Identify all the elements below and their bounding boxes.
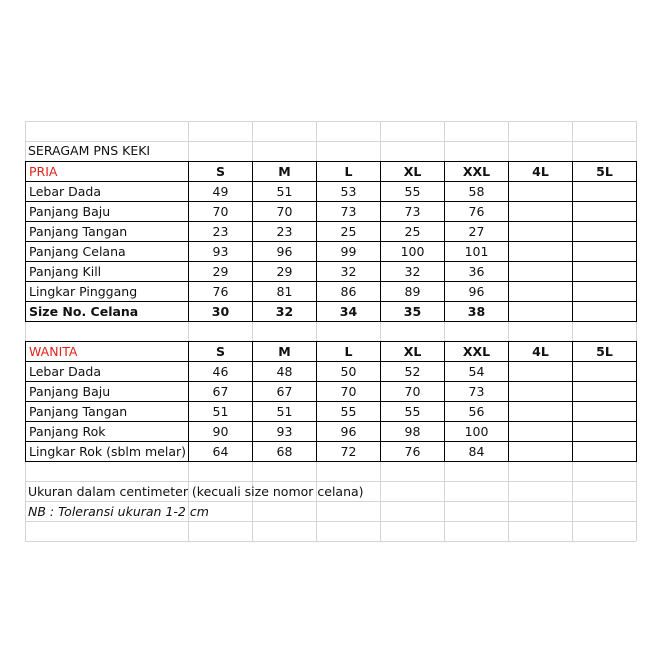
value-cell[interactable] xyxy=(509,402,572,422)
unit-note[interactable]: Ukuran dalam centimeter (kecuali size nomor celana) xyxy=(28,484,364,499)
row-label[interactable]: Panjang Tangan xyxy=(29,404,128,419)
value-cell[interactable]: 89 xyxy=(404,284,421,299)
value-cell[interactable]: 68 xyxy=(276,444,293,459)
value-cell[interactable]: 30 xyxy=(211,304,230,319)
value-cell[interactable]: 32 xyxy=(404,264,421,279)
value-cell[interactable]: 86 xyxy=(340,284,357,299)
value-cell[interactable] xyxy=(573,242,636,262)
value-cell[interactable] xyxy=(573,442,636,462)
value-cell[interactable] xyxy=(573,262,636,282)
value-cell[interactable]: 35 xyxy=(403,304,422,319)
value-cell[interactable]: 100 xyxy=(400,244,425,259)
value-cell[interactable]: 53 xyxy=(340,184,357,199)
value-cell[interactable] xyxy=(509,282,572,302)
value-cell[interactable] xyxy=(573,402,636,422)
value-cell[interactable]: 100 xyxy=(464,424,489,439)
value-cell[interactable]: 99 xyxy=(340,244,357,259)
row-label[interactable]: Lingkar Rok (sblm melar) xyxy=(29,444,187,459)
value-cell[interactable]: 76 xyxy=(468,204,485,219)
row-label[interactable]: Lingkar Pinggang xyxy=(29,284,138,299)
value-cell[interactable]: 48 xyxy=(276,364,293,379)
pria-heading[interactable]: PRIA xyxy=(29,164,58,179)
value-cell[interactable]: 55 xyxy=(404,404,421,419)
table-border-vertical xyxy=(636,161,637,322)
value-cell[interactable] xyxy=(573,182,636,202)
value-cell[interactable] xyxy=(509,382,572,402)
value-cell[interactable]: 76 xyxy=(404,444,421,459)
gridline-horizontal xyxy=(25,121,636,122)
size-header-4l[interactable]: 4L xyxy=(532,344,549,359)
size-header-4l[interactable]: 4L xyxy=(532,164,549,179)
value-cell[interactable]: 93 xyxy=(276,424,293,439)
sheet-title[interactable]: SERAGAM PNS KEKI xyxy=(28,143,151,158)
value-cell[interactable]: 46 xyxy=(212,364,229,379)
row-label[interactable]: Panjang Celana xyxy=(29,244,126,259)
value-cell[interactable]: 25 xyxy=(404,224,421,239)
value-cell[interactable]: 96 xyxy=(276,244,293,259)
value-cell[interactable]: 32 xyxy=(340,264,357,279)
value-cell[interactable] xyxy=(509,442,572,462)
value-cell[interactable]: 73 xyxy=(468,384,485,399)
value-cell[interactable]: 49 xyxy=(212,184,229,199)
value-cell[interactable]: 29 xyxy=(276,264,293,279)
value-cell[interactable]: 67 xyxy=(212,384,229,399)
value-cell[interactable] xyxy=(509,422,572,442)
value-cell[interactable]: 90 xyxy=(212,424,229,439)
value-cell[interactable]: 93 xyxy=(212,244,229,259)
row-label[interactable]: Lebar Dada xyxy=(29,184,102,199)
value-cell[interactable]: 101 xyxy=(464,244,489,259)
value-cell[interactable]: 27 xyxy=(468,224,485,239)
row-label[interactable]: Panjang Baju xyxy=(29,204,111,219)
size-header-m[interactable]: M xyxy=(278,344,291,359)
value-cell[interactable]: 55 xyxy=(340,404,357,419)
size-header-xl[interactable]: XL xyxy=(403,164,422,179)
value-cell[interactable]: 23 xyxy=(212,224,229,239)
value-cell[interactable]: 51 xyxy=(212,404,229,419)
size-header-5l[interactable]: 5L xyxy=(596,164,613,179)
value-cell[interactable]: 84 xyxy=(468,444,485,459)
row-label[interactable]: Panjang Rok xyxy=(29,424,106,439)
value-cell[interactable]: 56 xyxy=(468,404,485,419)
value-cell[interactable]: 51 xyxy=(276,404,293,419)
value-cell[interactable]: 34 xyxy=(339,304,358,319)
value-cell[interactable]: 98 xyxy=(404,424,421,439)
row-label[interactable]: Lebar Dada xyxy=(29,364,102,379)
value-cell[interactable]: 50 xyxy=(340,364,357,379)
value-cell[interactable] xyxy=(509,182,572,202)
row-label[interactable]: Panjang Baju xyxy=(29,384,111,399)
value-cell[interactable]: 67 xyxy=(276,384,293,399)
value-cell[interactable] xyxy=(509,202,572,222)
row-label[interactable]: Panjang Kill xyxy=(29,264,102,279)
tolerance-note[interactable]: NB : Toleransi ukuran 1-2 cm xyxy=(28,504,209,519)
value-cell[interactable]: 25 xyxy=(340,224,357,239)
value-cell[interactable]: 81 xyxy=(276,284,293,299)
value-cell[interactable] xyxy=(509,222,572,242)
value-cell[interactable]: 52 xyxy=(404,364,421,379)
value-cell[interactable]: 96 xyxy=(340,424,357,439)
size-header-5l[interactable]: 5L xyxy=(596,344,613,359)
value-cell[interactable]: 73 xyxy=(404,204,421,219)
value-cell[interactable]: 96 xyxy=(468,284,485,299)
value-cell[interactable] xyxy=(573,362,636,382)
size-header-l[interactable]: L xyxy=(344,344,353,359)
value-cell[interactable]: 36 xyxy=(468,264,485,279)
value-cell[interactable] xyxy=(509,242,572,262)
value-cell[interactable] xyxy=(509,302,572,322)
value-cell[interactable] xyxy=(573,222,636,242)
value-cell[interactable]: 76 xyxy=(212,284,229,299)
value-cell[interactable]: 54 xyxy=(468,364,485,379)
value-cell[interactable]: 70 xyxy=(404,384,421,399)
value-cell[interactable] xyxy=(573,302,636,322)
value-cell[interactable] xyxy=(573,422,636,442)
gridline-horizontal xyxy=(25,541,636,542)
table-border-vertical xyxy=(636,341,637,462)
value-cell[interactable]: 51 xyxy=(276,184,293,199)
value-cell[interactable] xyxy=(573,282,636,302)
wanita-heading[interactable]: WANITA xyxy=(29,344,78,359)
row-label[interactable]: Size No. Celana xyxy=(29,304,139,319)
value-cell[interactable]: 32 xyxy=(275,304,294,319)
size-header-m[interactable]: M xyxy=(278,164,291,179)
size-header-s[interactable]: S xyxy=(215,344,225,359)
value-cell[interactable]: 72 xyxy=(340,444,357,459)
value-cell[interactable] xyxy=(509,362,572,382)
value-cell[interactable]: 29 xyxy=(212,264,229,279)
size-header-l[interactable]: L xyxy=(344,164,353,179)
value-cell[interactable]: 64 xyxy=(212,444,229,459)
value-cell[interactable] xyxy=(509,262,572,282)
value-cell[interactable]: 70 xyxy=(276,204,293,219)
size-header-s[interactable]: S xyxy=(215,164,225,179)
size-header-xxl[interactable]: XXL xyxy=(462,164,491,179)
value-cell[interactable]: 23 xyxy=(276,224,293,239)
value-cell[interactable] xyxy=(573,382,636,402)
value-cell[interactable]: 58 xyxy=(468,184,485,199)
size-header-xl[interactable]: XL xyxy=(403,344,422,359)
value-cell[interactable] xyxy=(573,202,636,222)
value-cell[interactable]: 70 xyxy=(340,384,357,399)
value-cell[interactable]: 73 xyxy=(340,204,357,219)
value-cell[interactable]: 38 xyxy=(467,304,486,319)
row-label[interactable]: Panjang Tangan xyxy=(29,224,128,239)
value-cell[interactable]: 70 xyxy=(212,204,229,219)
value-cell[interactable]: 55 xyxy=(404,184,421,199)
size-header-xxl[interactable]: XXL xyxy=(462,344,491,359)
